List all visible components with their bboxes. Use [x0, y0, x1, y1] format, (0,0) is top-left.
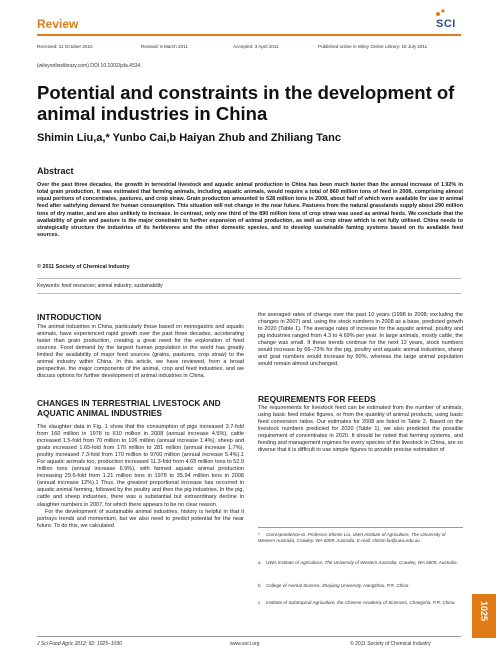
- revised-date: Revised: 6 March 2011: [141, 44, 188, 49]
- footnote-mark: a: [258, 560, 261, 565]
- requirements-text: The requirements for livestock feed can be estimated from the number of animals, using basic feed intake figures, or from the quantity of animal products, using basic feed conversion ratios. Our estimates for 2008 are listed in Table 2. Based on the livestock numbers predicted for 2020 (Table 1), we also predicted the possible requirement of concentrates in 2020. It should be noted that farming systems, and feeding and management regimes for every species of the livestock in China, are so diverse that it is difficult to use simple figures to provide precise estimation of: [258, 405, 463, 454]
- footer-rule: [37, 636, 461, 637]
- abstract-copyright: © 2011 Society of Chemical Industry: [37, 264, 130, 270]
- footnote-text: College of Animal Science, Zhejiang University, Hangzhou, P.R. China: [266, 583, 409, 588]
- footnote-rule: [258, 527, 463, 528]
- author-list: Shimin Liu,a,* Yunbo Cai,b Haiyan Zhub and Zhiliang Tanc: [37, 132, 341, 144]
- section-label: Review: [37, 17, 79, 31]
- header-rule: [37, 34, 461, 36]
- introduction-text: The animal industries in China, particularly those based on monogastric and aquatic animals, have experienced rapid growth over the past three decades, accelerating faster than grain production, creating a great need for the exploration of feed sources. Food demand by the largest human population in the world has greatly limited the availability of major feed sources (grains, pastures, crop straw) to the animal industry within China. In this article, we have reviewed, from a broad perspective, the major components of the animal, crop and feed industries, and we discuss options for further development of animal industries in China.: [37, 324, 244, 380]
- published-date: Published online in Wiley Online Library: 18 July 2011: [318, 44, 428, 49]
- footnote-mark: b: [258, 583, 261, 588]
- footer-copyright: © 2011 Society of Chemical Industry: [350, 641, 431, 647]
- column2-continuation-text: the averaged rates of change over the past 10 years (1998 to 2008; excluding the changes in 2007) and, using the stock numbers in 2008 as a base, predicted growth to 2020 (Table 1). The average rates of increase for the aquatic animal, poultry and pig industries ranged from 4.3 to 4.69% per year. In large animals, mostly cattle, the change was small. If these trends continue for the next 12 years, stock numbers would increase by 66–73% for the pig, poultry and aquatic animal industries, sheep and goat numbers would increase by 50%, whereas the large animal population would remain almost unchanged.: [258, 312, 463, 368]
- footnote-mark: c: [258, 600, 261, 605]
- footnote-mark: *: [258, 532, 260, 537]
- footnote-text: UWA Institute of Agriculture, The University of Western Australia, Crawley, WA 6009, Australia: [266, 560, 457, 565]
- footnote-c: [258, 600, 463, 606]
- footnote-correspondence: [258, 532, 463, 544]
- doi-line: (wileyonlinelibrary.com) DOI 10.1002/jsfa.4534: [37, 63, 141, 69]
- footnote-text: Institute of Subtropical Agriculture, the Chinese Academy of Sciences, Changsha, P.R. China: [266, 600, 455, 605]
- changes-paragraph-1: The slaughter data in Fig. 1 show that the consumption of pigs increased 3.7-fold from 160 million in 1978 to 610 million in 2008 (annual increase 4.5%), cattle increased 1.5-fold from 70 million to 106 million (annual increase 1.4%), sheep and goats increased 1.65-fold from 170 million to 281 million (annual increase 1.7%), poultry increased 7.3-fold from 170 million to 9700 million (annual increase 5.4%).1 For aquatic animals too, production increased 11.3-fold from 4.65 million tons to 52.9 million tons (annual increase 6.9%), with farmed aquatic animal production increasing 29.6-fold from 1.21 million tons in 1978 to 35.94 million tons in 2008 (annual increase 12%).1 Thus, the greatest proportional increase has occurred in aquatic animal farming, followed by the poultry and then the pig industries. In the pig, cattle and sheep industries, there was a substantial but extraordinary decline in slaughter numbers in 2007, for which there appears to be no clear reason.: [37, 424, 244, 508]
- changes-heading: CHANGES IN TERRESTRIAL LIVESTOCK AND AQUATIC ANIMAL INDUSTRIES: [37, 398, 221, 418]
- changes-paragraph-2: For the development of sustainable animal industries, history is helpful in that it portrays trends and momentum, but we also need to predict potential for the near future. To do this, we calculated: [37, 508, 244, 529]
- accepted-date: Accepted: 3 April 2011: [233, 44, 279, 49]
- introduction-heading: INTRODUCTION: [37, 312, 102, 322]
- keywords-rule-bottom: [37, 293, 461, 294]
- requirements-heading: REQUIREMENTS FOR FEEDS: [258, 394, 376, 404]
- footnote-a: [258, 560, 463, 566]
- footnote-b: [258, 583, 463, 589]
- article-title: Potential and constraints in the development of animal industries in China: [37, 82, 455, 124]
- received-date: Received: 11 October 2010: [37, 44, 93, 49]
- changes-section: [37, 424, 244, 530]
- keywords-rule-top: [37, 278, 461, 279]
- keywords-line: Keywords: feed resources; animal industry; sustainability: [37, 283, 163, 289]
- abstract-text: Over the past three decades, the growth in terrestrial livestock and aquatic animal production in China has been much faster than the annual increase of 1.92% in total grain production. It was estimated that farming animals, including aquatic animals, would require a total of 860 million tons of feed in 2008, comprising almost equal portions of concentrates, pastures, and crop straw. Grain production amounted to 528 million tons in 2008, about half of which were available for use in animal feed after satisfying demand for human consumption. This situation will not change in the near future. Pastures from the natural grasslands supply about 290 million tons of dry matter, and are also unlikely to increase. In contrast, only one third of the 890 million tons of crop straw was used as animal feeds. We conclude that the availability of grain and pasture is the major constraint to further expansion of animal production, as well as crop straw which is not fully utilised. China needs to strategically structure the industries of its herbivores and the other domestic species, and to develop sustainable faming systems based on its available feed sources.: [37, 182, 463, 239]
- abstract-heading: Abstract: [37, 166, 74, 176]
- journal-citation: J Sci Food Agric 2012; 92: 1025–1030: [37, 641, 122, 647]
- society-website[interactable]: www.soci.org: [230, 641, 260, 647]
- journal-logo-text: SCI: [436, 18, 456, 30]
- footnote-text: Correspondence to: Professor Shimin Liu, UWA Institute of Agriculture, The University of Western Australia, Crawley, WA 6009, Australia. E-mail: shimin.liu@uwa.edu.au: [258, 532, 446, 543]
- page-number: 1025: [479, 601, 489, 622]
